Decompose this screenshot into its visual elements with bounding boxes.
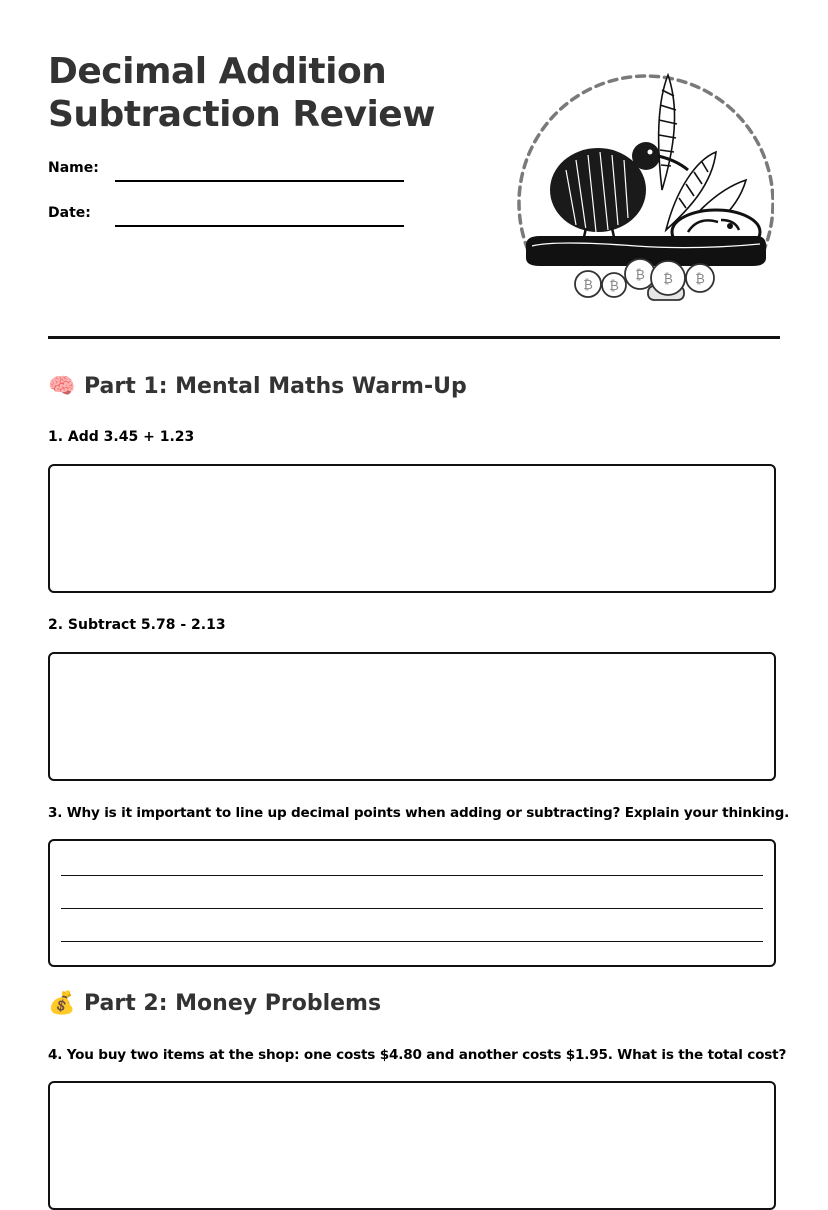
worksheet-title (48, 50, 435, 136)
section-title-part-1 (48, 374, 467, 399)
writing-line (61, 941, 763, 942)
question-4: 4. You buy two items at the shop: one costs $4.80 and another costs $1.95. What is the total cost? (48, 1047, 787, 1063)
money-bag-icon: 💰 (48, 991, 76, 1016)
answer-box-1[interactable] (48, 464, 776, 593)
worksheet-header (48, 0, 780, 340)
svg-text:₿: ₿ (609, 279, 619, 294)
question-3: 3. Why is it important to line up decimal points when adding or subtracting? Explain your thinking. (48, 805, 790, 821)
name-input[interactable] (115, 162, 404, 182)
section-title-part-2 (48, 991, 381, 1016)
writing-line (61, 908, 763, 909)
answer-box-4[interactable] (48, 1081, 776, 1210)
question-1: 1. Add 3.45 + 1.23 (48, 429, 195, 445)
svg-text:₿: ₿ (583, 278, 593, 293)
writing-line (61, 875, 763, 876)
header-divider (48, 336, 780, 339)
name-field-row (48, 160, 408, 190)
question-2: 2. Subtract 5.78 - 2.13 (48, 617, 226, 633)
title-line-2: Subtraction Review (48, 94, 435, 135)
answer-box-2[interactable] (48, 652, 776, 781)
date-label: Date: (48, 205, 91, 221)
section-title-text: Part 2: Money Problems (84, 991, 382, 1016)
name-label: Name: (48, 160, 99, 176)
worksheet-page (48, 0, 790, 1063)
section-title-text: Part 1: Mental Maths Warm-Up (84, 374, 467, 399)
date-input[interactable] (115, 207, 404, 227)
title-line-1: Decimal Addition (48, 51, 387, 92)
date-field-row (48, 205, 408, 235)
kiwi-illustration (516, 60, 774, 310)
svg-text:₿: ₿ (695, 272, 705, 287)
answer-box-3-lined[interactable] (48, 839, 776, 967)
svg-text:₿: ₿ (663, 272, 673, 287)
svg-text:₿: ₿ (635, 268, 645, 283)
brain-icon: 🧠 (48, 374, 76, 399)
